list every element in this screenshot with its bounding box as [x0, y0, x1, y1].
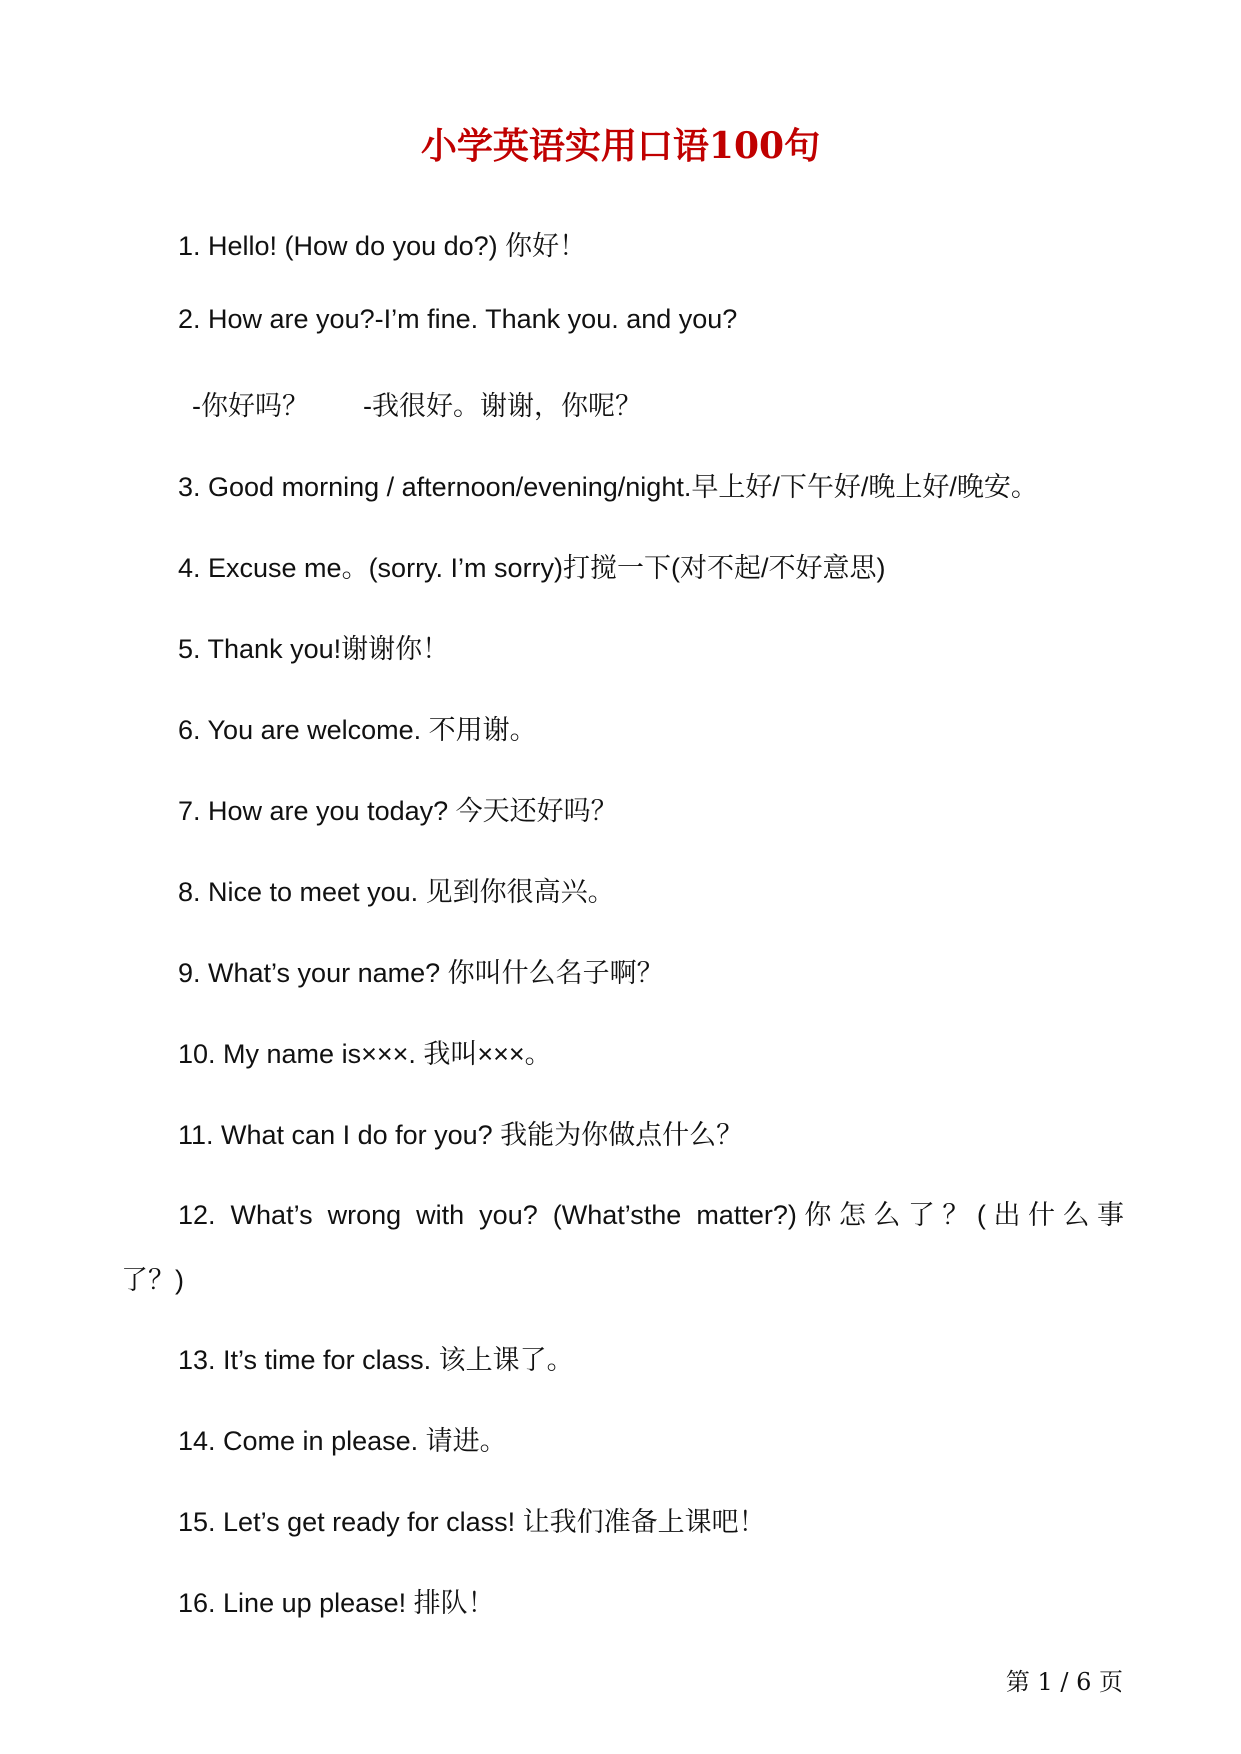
phrase-line-12: 12. What’s wrong with you? (What’sthe matter?)你怎么了？(出什么事 — [178, 1200, 1124, 1230]
phrase-line-4: 4. Excuse me。(sorry. I’m sorry)打搅一下(对不起/不好意思) — [178, 553, 886, 583]
phrase-line-13: 13. It’s time for class. 该上课了。 — [178, 1345, 574, 1375]
phrase-line-9: 9. What’s your name? 你叫什么名子啊？ — [178, 958, 664, 988]
phrase-line-6: 6. You are welcome. 不用谢。 — [178, 715, 537, 745]
phrase-line-12-continuation: 了？) — [121, 1265, 184, 1295]
phrase-line-2: 2. How are you?-I’m fine. Thank you. and you? — [178, 304, 738, 334]
phrase-line-7: 7. How are you today? 今天还好吗？ — [178, 796, 618, 826]
phrase-line-5: 5. Thank you!谢谢你！ — [178, 634, 450, 664]
phrase-line-11: 11. What can I do for you? 我能为你做点什么？ — [178, 1120, 744, 1150]
phrase-line-15: 15. Let’s get ready for class! 让我们准备上课吧！ — [178, 1507, 766, 1537]
phrase-line-2-translation: -你好吗？ -我很好。谢谢，你呢？ — [192, 391, 642, 421]
phrase-line-16: 16. Line up please! 排队！ — [178, 1588, 495, 1618]
phrase-line-1: 1. Hello! (How do you do?) 你好！ — [178, 231, 587, 261]
phrase-line-10: 10. My name is×××. 我叫×××。 — [178, 1039, 552, 1069]
phrase-line-8: 8. Nice to meet you. 见到你很高兴。 — [178, 877, 615, 907]
phrase-line-3: 3. Good morning / afternoon/evening/night.早上好/下午好/晚上好/晚安。 — [178, 472, 1038, 502]
page-number: 第 1 / 6 页 — [1005, 1668, 1123, 1696]
page-title: 小学英语实用口语100句 — [420, 125, 821, 167]
phrase-line-14: 14. Come in please. 请进。 — [178, 1426, 507, 1456]
